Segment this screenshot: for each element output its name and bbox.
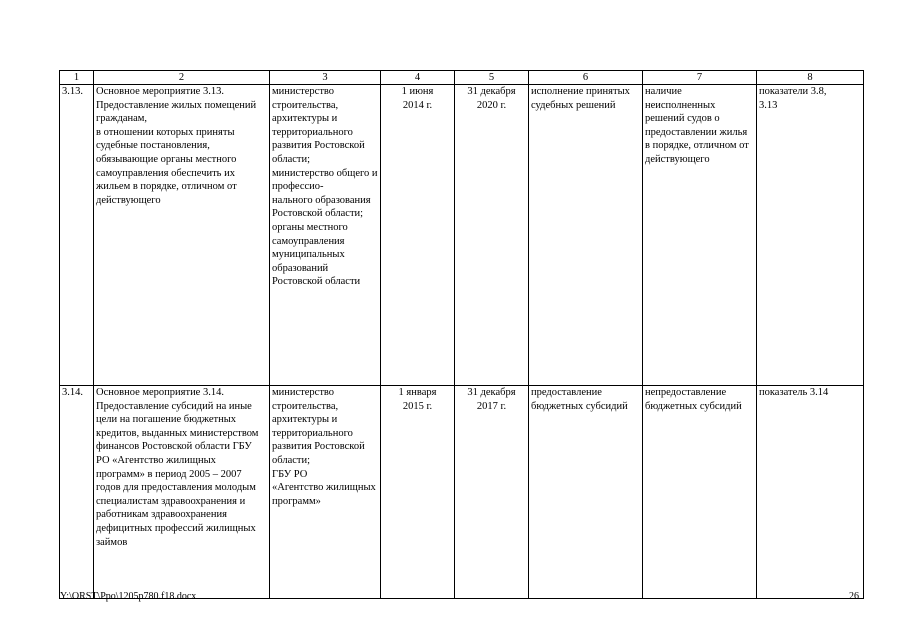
header-cell: 8 [757,71,864,85]
header-row [60,71,864,85]
start-date: 1 января 2015 г. [381,386,455,599]
related-indicators: показатель 3.14 [757,386,864,599]
table-row [60,386,864,599]
header-cell: 6 [529,71,643,85]
footer-page-number: 26 [849,591,859,602]
expected-result: исполнение принятых судебных решений [529,85,643,386]
start-date: 1 июня 2014 г. [381,85,455,386]
measure-name: Основное мероприятие 3.13. Предоставление жилых помещений гражданам, в отношении которых приняты судебные постановления, обязывающие органы местного самоуправления обеспечить их жильем в порядке, отличном от действующего [94,85,270,386]
end-date: 31 декабря 2020 г. [455,85,529,386]
header-cell: 3 [270,71,381,85]
header-cell: 5 [455,71,529,85]
expected-result: предоставление бюджетных субсидий [529,386,643,599]
row-number: 3.13. [60,85,94,386]
executor: министерство строительства, архитектуры и территориального развития Ростовской области; ГБУ РО «Агентство жилищных программ» [270,386,381,599]
non-implementation-consequence: наличие неисполненных решений судов о предоставлении жилья в порядке, отличном от действующего [643,85,757,386]
header-cell: 2 [94,71,270,85]
header-cell: 7 [643,71,757,85]
header-cell: 1 [60,71,94,85]
end-date: 31 декабря 2017 г. [455,386,529,599]
measures-table [59,70,864,599]
measure-name: Основное мероприятие 3.14. Предоставление субсидий на иные цели на погашение бюджетных кредитов, выданных министерством финансов Ростовской области ГБУ РО «Агентство жилищных программ» в период 2005 – 2007 годов для предоставления молодым специалистам здравоохранения и работникам здравоохранения дефицитных профессий жилищных займов [94,386,270,599]
row-number: 3.14. [60,386,94,599]
non-implementation-consequence: непредоставление бюджетных субсидий [643,386,757,599]
executor: министерство строительства, архитектуры и территориального развития Ростовской области; министерство общего и профессио- нального образования Ростовской области; органы местного самоуправления муниципальных образований Ростовской области [270,85,381,386]
footer-file-path: Y:\ORST\Ppo\1205p780.f18.docx [60,591,197,602]
header-cell: 4 [381,71,455,85]
table-row [60,85,864,386]
related-indicators: показатели 3.8, 3.13 [757,85,864,386]
